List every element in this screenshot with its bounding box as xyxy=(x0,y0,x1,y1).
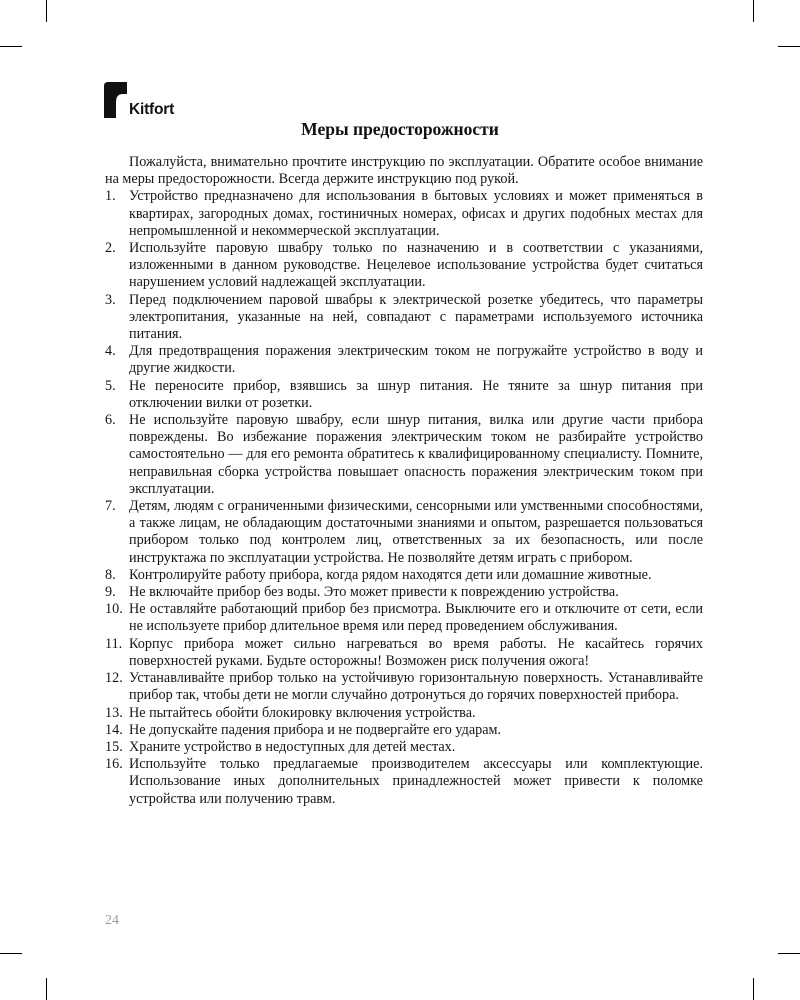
list-item xyxy=(105,412,703,498)
crop-mark xyxy=(46,978,47,1000)
list-item-number: 3. xyxy=(105,291,116,308)
list-item xyxy=(105,722,703,739)
list-item-text: Не допускайте падения прибора и не подвергайте его ударам. xyxy=(129,721,502,738)
list-item-text: Устройство предназначено для использования в бытовых условиях и может применяться в квартирах, загородных домах, гостиничных номерах, офисах и других подобных местах для непромышленной и некоммерческой эксплуатации. xyxy=(129,188,703,239)
crop-mark xyxy=(0,46,22,47)
list-item-text: Детям, людям с ограниченными физическими, сенсорными или умственными способностями, а также лицам, не обладающим достаточными знаниями и опытом, разрешается пользоваться прибором только под контролем лиц, ответственных за их безопасность, или после инструктажа по эксплуатации устройства. Не позволяйте детям играть с прибором. xyxy=(129,498,703,566)
list-item xyxy=(105,705,703,722)
kitfort-logo-icon xyxy=(104,82,127,118)
list-item-text: Не используйте паровую швабру, если шнур питания, вилка или другие части прибора повреждены. Во избежание поражения электрическим током не разбирайте устройство самостоятельно — для его ремонта обратитесь к квалифицированному специалисту. Помните, неправильная сборка устройства повышает опасность поражения электрическим током при эксплуатации. xyxy=(129,412,703,497)
crop-mark xyxy=(753,978,754,1000)
list-item xyxy=(105,292,703,344)
list-item xyxy=(105,584,703,601)
list-item-text: Не переносите прибор, взявшись за шнур питания. Не тяните за шнур питания при отключении вилки от розетки. xyxy=(129,377,703,411)
list-item-text: Храните устройство в недоступных для детей местах. xyxy=(129,738,456,755)
list-item xyxy=(105,498,703,567)
list-item xyxy=(105,567,703,584)
crop-mark xyxy=(46,0,47,22)
list-item-number: 14. xyxy=(105,721,123,738)
crop-mark xyxy=(778,953,800,954)
list-item xyxy=(105,343,703,377)
list-item-text: Не включайте прибор без воды. Это может привести к повреждению устройства. xyxy=(129,584,619,601)
list-item xyxy=(105,739,703,756)
list-item-number: 11. xyxy=(105,635,123,652)
list-item-text: Не пытайтесь обойти блокировку включения устройства. xyxy=(129,704,476,721)
list-item-text: Корпус прибора может сильно нагреваться во время работы. Не касайтесь горячих поверхностей руками. Будьте осторожны! Возможен риск получения ожога! xyxy=(129,635,703,669)
list-item-number: 1. xyxy=(105,188,116,205)
page-number: 24 xyxy=(105,913,119,928)
list-item xyxy=(105,670,703,704)
list-item xyxy=(105,601,703,635)
list-item-text: Не оставляйте работающий прибор без присмотра. Выключите его и отключите от сети, если не используете прибор длительное время или перед проведением обслуживания. xyxy=(129,601,703,635)
document-body xyxy=(105,154,703,808)
brand-name: Kitfort xyxy=(129,101,175,118)
crop-mark xyxy=(778,46,800,47)
list-item-text: Перед подключением паровой швабры к электрической розетке убедитесь, что параметры электропитания, указанные на ней, совпадают с параметрами используемого источника питания. xyxy=(129,291,703,343)
list-item-number: 2. xyxy=(105,240,116,257)
list-item-text: Используйте только предлагаемые производителем аксессуары или комплектующие. Использование иных дополнительных принадлежностей может привести к поломке устройства или получению травм. xyxy=(129,756,703,807)
list-item-number: 6. xyxy=(105,412,116,429)
list-item-text: Для предотвращения поражения электрическим током не погружайте устройство в воду и другие жидкости. xyxy=(129,343,703,377)
list-item xyxy=(105,240,703,292)
crop-mark xyxy=(0,953,22,954)
brand-logo xyxy=(104,82,194,122)
list-item xyxy=(105,756,703,808)
list-item-number: 4. xyxy=(105,343,116,360)
list-item-number: 10. xyxy=(105,601,123,618)
list-item-number: 9. xyxy=(105,584,116,601)
list-item xyxy=(105,636,703,670)
list-item xyxy=(105,378,703,412)
list-item-text: Устанавливайте прибор только на устойчивую горизонтальную поверхность. Устанавливайте прибор так, чтобы дети не могли случайно дотронуться до горячих поверхностей прибора. xyxy=(129,670,703,704)
intro-paragraph: Пожалуйста, внимательно прочтите инструкцию по эксплуатации. Обратите особое внимание на меры предосторожности. Всегда держите инструкцию под рукой. xyxy=(105,154,703,188)
list-item xyxy=(105,188,703,240)
list-item-number: 5. xyxy=(105,377,116,394)
list-item-text: Используйте паровую швабру только по назначению и в соответствии с указаниями, изложенными в данном руководстве. Нецелевое использование устройства будет считаться нарушением условий надлежащей эксплуатации. xyxy=(129,240,703,291)
list-item-number: 16. xyxy=(105,756,123,773)
safety-rules-list xyxy=(105,188,703,807)
list-item-number: 8. xyxy=(105,566,116,583)
list-item-number: 12. xyxy=(105,670,123,687)
list-item-number: 15. xyxy=(105,738,123,755)
list-item-number: 13. xyxy=(105,704,123,721)
crop-mark xyxy=(753,0,754,22)
page-title: Меры предосторожности xyxy=(301,119,499,139)
list-item-number: 7. xyxy=(105,498,116,515)
list-item-text: Контролируйте работу прибора, когда рядом находятся дети или домашние животные. xyxy=(129,566,652,583)
